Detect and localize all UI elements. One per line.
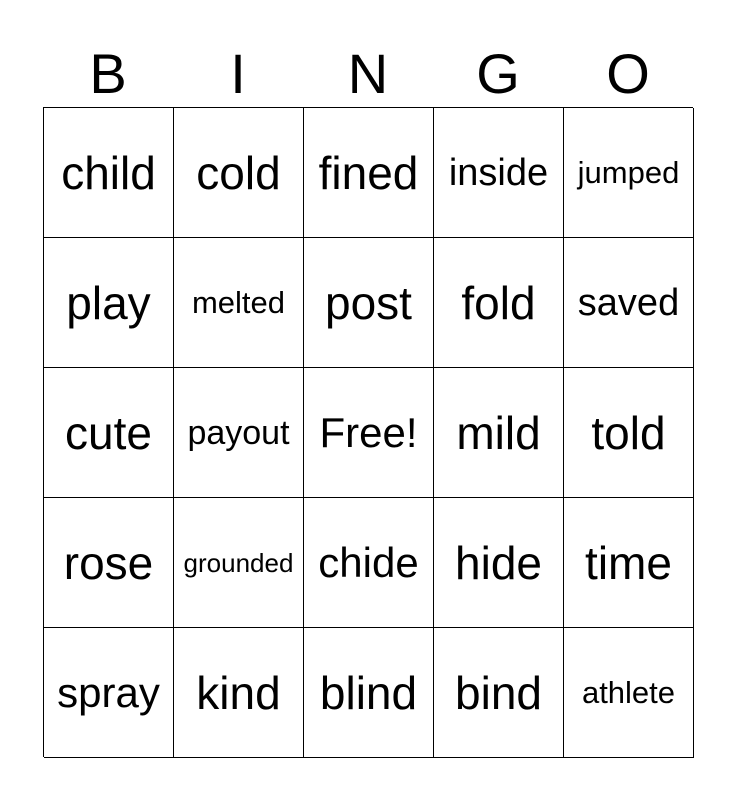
cell-word: blind: [319, 666, 418, 719]
bingo-cell[interactable]: [564, 628, 694, 758]
cell-word: hide: [455, 536, 542, 589]
bingo-cell[interactable]: [304, 108, 434, 238]
header-letter-b: B: [89, 42, 127, 105]
bingo-cell[interactable]: [44, 108, 174, 238]
bingo-cell[interactable]: [44, 628, 174, 758]
bingo-cell[interactable]: [434, 628, 564, 758]
cell-word: Free!: [319, 408, 418, 456]
header-letter-i: I: [230, 42, 246, 105]
cell-word: inside: [448, 151, 549, 194]
cell-word: saved: [577, 281, 680, 324]
cell-word: bind: [455, 666, 542, 719]
bingo-header: [43, 40, 693, 108]
bingo-board: [43, 107, 693, 757]
bingo-cell[interactable]: [564, 498, 694, 628]
header-letter-n: N: [347, 42, 389, 105]
cell-word: chide: [318, 538, 419, 586]
bingo-cell[interactable]: [304, 628, 434, 758]
cell-word: cute: [65, 406, 152, 459]
bingo-cell[interactable]: [434, 498, 564, 628]
cell-word: told: [591, 406, 666, 459]
bingo-cell[interactable]: [304, 368, 434, 498]
header-letter-g: G: [476, 42, 520, 105]
bingo-cell[interactable]: [44, 498, 174, 628]
cell-word: jumped: [577, 155, 680, 190]
bingo-cell[interactable]: [564, 238, 694, 368]
cell-word: fold: [461, 276, 536, 329]
bingo-cell[interactable]: [434, 368, 564, 498]
cell-word: kind: [196, 666, 281, 719]
bingo-cell[interactable]: [174, 498, 304, 628]
cell-word: melted: [191, 285, 286, 320]
bingo-cell[interactable]: [174, 108, 304, 238]
bingo-cell[interactable]: [564, 368, 694, 498]
cell-word: fined: [318, 146, 419, 199]
cell-word: spray: [57, 668, 160, 716]
cell-word: grounded: [183, 547, 294, 578]
cell-word: rose: [63, 536, 154, 589]
cell-word: time: [585, 536, 672, 589]
bingo-cell[interactable]: [304, 238, 434, 368]
bingo-cell[interactable]: [44, 368, 174, 498]
bingo-cell[interactable]: [304, 498, 434, 628]
bingo-cell[interactable]: [174, 368, 304, 498]
bingo-cell[interactable]: [434, 238, 564, 368]
cell-word: athlete: [581, 675, 676, 710]
cell-word: cold: [196, 146, 281, 199]
bingo-cell[interactable]: [174, 238, 304, 368]
bingo-cell[interactable]: [564, 108, 694, 238]
cell-word: post: [325, 276, 412, 329]
cell-word: child: [61, 146, 156, 199]
cell-word: mild: [456, 406, 541, 459]
bingo-cell[interactable]: [434, 108, 564, 238]
cell-word: payout: [187, 413, 290, 452]
header-letter-o: O: [606, 42, 650, 105]
bingo-cell[interactable]: [44, 238, 174, 368]
cell-word: play: [66, 276, 151, 329]
bingo-cell[interactable]: [174, 628, 304, 758]
